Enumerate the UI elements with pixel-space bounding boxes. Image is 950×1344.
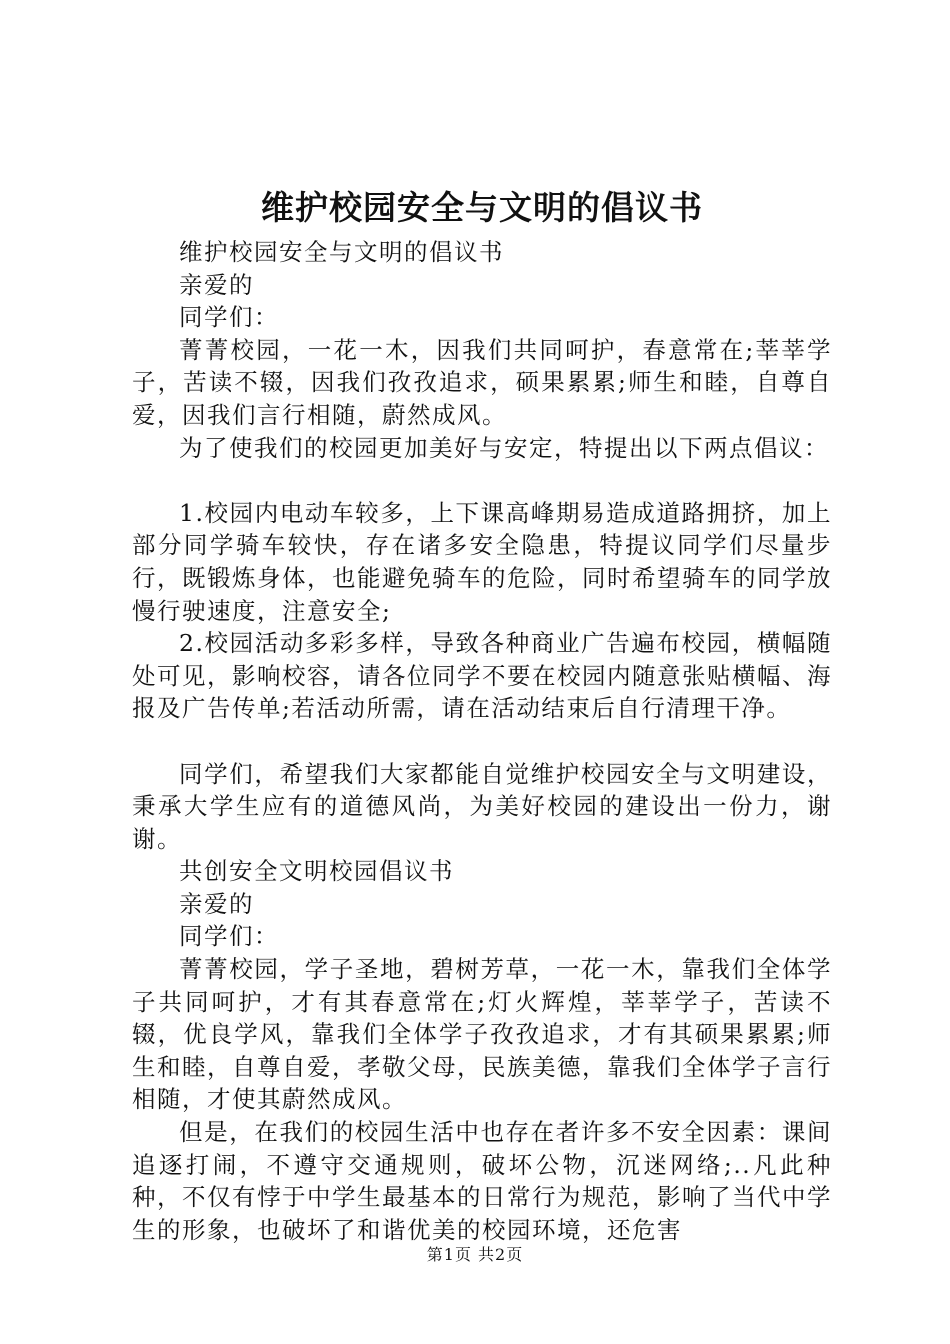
document-title: 维护校园安全与文明的倡议书 (261, 188, 703, 227)
paragraph: 亲爱的 (179, 270, 254, 299)
paragraph: 共创安全文明校园倡议书 (179, 857, 454, 886)
paragraph: 菁菁校园，学子圣地，碧树芳草，一花一木，靠我们全体学子共同呵护，才有其春意常在;灯火辉煌，莘莘学子，苦读不辍，优良学风，靠我们全体学子孜孜追求，才有其硕果累累;师生和睦，自尊自爱，孝敬父母，民族美德，靠我们全体学子言行相随，才使其蔚然成风。 (132, 955, 832, 1114)
paragraph: 菁菁校园，一花一木，因我们共同呵护，春意常在;莘莘学子，苦读不辍，因我们孜孜追求，硕果累累;师生和睦，自尊自爱，因我们言行相随，蔚然成风。 (132, 335, 832, 429)
paragraph: 1.校园内电动车较多，上下课高峰期易造成道路拥挤，加上部分同学骑车较快，存在诸多安全隐患，特提议同学们尽量步行，既锻炼身体，也能避免骑车的危险，同时希望骑车的同学放慢行驶速度，注意安全; (132, 498, 832, 625)
paragraph: 同学们，希望我们大家都能自觉维护校园安全与文明建设，秉承大学生应有的道德风尚，为美好校园的建设出一份力，谢谢。 (132, 759, 832, 853)
paragraph: 亲爱的 (179, 889, 254, 918)
document-body (132, 236, 832, 1246)
document-page (132, 0, 832, 1344)
blank-line (132, 464, 832, 497)
paragraph: 同学们： (179, 922, 279, 951)
paragraph: 同学们： (179, 303, 279, 332)
page-footer: 第1页 共2页 (426, 1245, 524, 1264)
paragraph: 2.校园活动多彩多样，导致各种商业广告遍布校园，横幅随处可见，影响校容，请各位同学不要在校园内随意张贴横幅、海报及广告传单;若活动所需，请在活动结束后自行清理干净。 (132, 629, 832, 723)
blank-line (132, 725, 832, 758)
paragraph: 为了使我们的校园更加美好与安定，特提出以下两点倡议： (179, 433, 829, 462)
paragraph: 维护校园安全与文明的倡议书 (179, 238, 504, 266)
paragraph: 但是，在我们的校园生活中也存在者许多不安全因素：课间追逐打闹，不遵守交通规则，破坏公物，沉迷网络;..凡此种种，不仅有悖于中学生最基本的日常行为规范，影响了当代中学生的形象，也破坏了和谐优美的校园环境，还危害 (132, 1118, 832, 1244)
